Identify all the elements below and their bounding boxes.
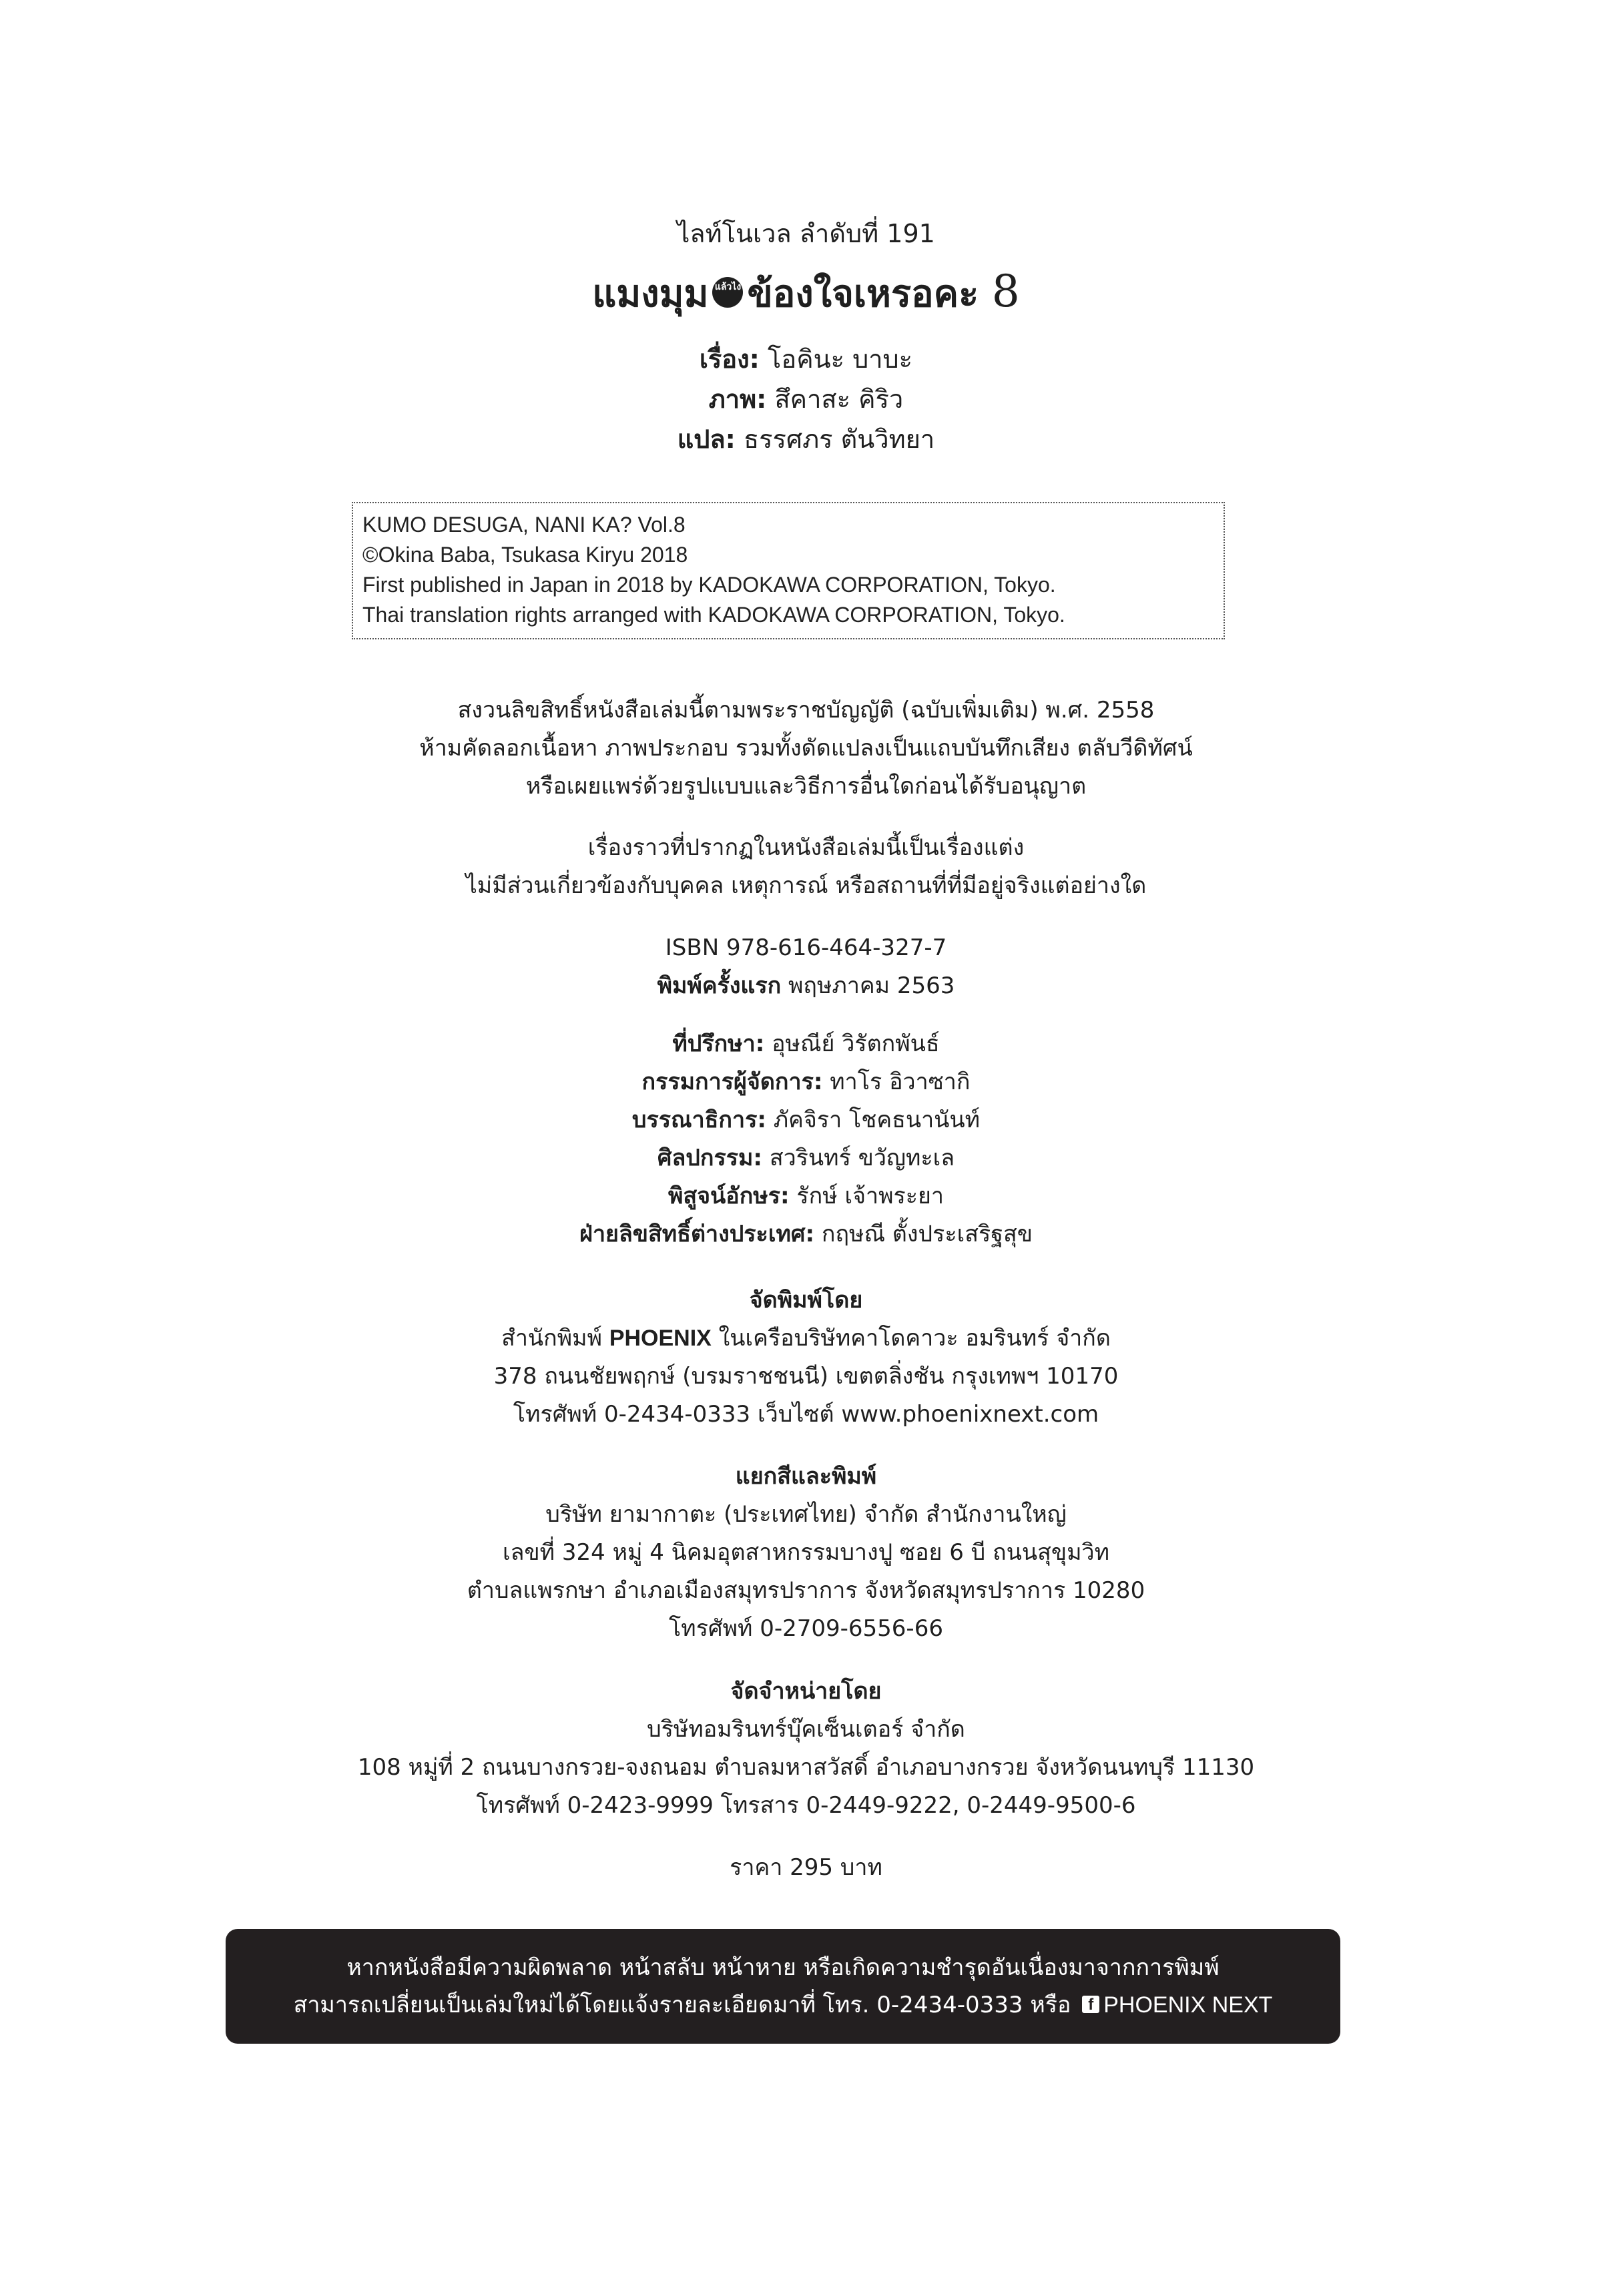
credit-art: ภาพ: สึคาสะ คิริว	[708, 384, 904, 414]
staff-row: ศิลปกรรม: สวรินทร์ ขวัญทะเล	[657, 1145, 955, 1171]
publisher-contact: โทรศัพท์ 0-2434-0333 เว็บไซต์ www.phoenixnext.com	[513, 1401, 1099, 1428]
publisher-info	[0, 1281, 1612, 1434]
notice-line: สามารถเปลี่ยนเป็นเล่มใหม่ได้โดยแจ้งรายละเอียดมาที่ โทร. 0-2434-0333 หรือ f PHOENIX NEXT	[293, 1992, 1273, 2018]
legal-line: ห้ามคัดลอกเนื้อหา ภาพประกอบ รวมทั้งดัดแปลงเป็นแถบบันทึกเสียง ตลับวีดิทัศน์	[419, 735, 1193, 762]
printer-heading: แยกสีและพิมพ์	[735, 1463, 877, 1490]
fiction-line: เรื่องราวที่ปรากฏในหนังสือเล่มนี้เป็นเรื่องแต่ง	[587, 834, 1025, 861]
title-part-1: แมงมุม	[592, 272, 709, 316]
distributor-heading: จัดจำหน่ายโดย	[730, 1678, 882, 1705]
printer-line: บริษัท ยามากาตะ (ประเทศไทย) จำกัด สำนักงานใหญ่	[545, 1501, 1067, 1528]
printer-line: เลขที่ 324 หมู่ 4 นิคมอุตสาหกรรมบางปู ซอย 6 บี ถนนสุขุมวิท	[502, 1539, 1110, 1566]
staff-row: ฝ่ายลิขสิทธิ์ต่างประเทศ: กฤษณี ตั้งประเสริฐสุข	[579, 1221, 1033, 1247]
facebook-page-name: PHOENIX NEXT	[1103, 1992, 1273, 2018]
notice-line: หากหนังสือมีความผิดพลาด หน้าสลับ หน้าหาย หรือเกิดความชำรุดอันเนื่องมาจากการพิมพ์	[346, 1954, 1220, 1981]
volume-number: 8	[991, 266, 1020, 317]
title-part-2: ข้องใจเหรอคะ	[747, 272, 979, 316]
fiction-disclaimer	[0, 829, 1612, 905]
legal-line: หรือเผยแพร่ด้วยรูปแบบและวิธีการอื่นใดก่อนได้รับอนุญาต	[525, 773, 1087, 800]
book-title	[0, 262, 1612, 324]
distributor-line: โทรศัพท์ 0-2423-9999 โทรสาร 0-2449-9222, 0-2449-9500-6	[476, 1792, 1136, 1819]
staff-row: กรรมการผู้จัดการ: ทาโร อิวาซากิ	[641, 1069, 971, 1095]
copyright-line: First published in Japan in 2018 by KADOKAWA CORPORATION, Tokyo.	[362, 573, 1056, 597]
defect-notice-bar	[226, 1929, 1340, 2044]
isbn: ISBN 978-616-464-327-7	[665, 934, 947, 961]
title-badge: แล้วไง	[712, 277, 743, 308]
credit-translate: แปล: ธรรศภร ตันวิทยา	[677, 424, 935, 454]
publisher-heading: จัดพิมพ์โดย	[749, 1287, 863, 1314]
credits	[0, 339, 1612, 459]
price: ราคา 295 บาท	[730, 1854, 882, 1881]
printer-line: โทรศัพท์ 0-2709-6556-66	[669, 1615, 943, 1642]
distributor-line: 108 หมู่ที่ 2 ถนนบางกรวย-จงถนอม ตำบลมหาสวัสดิ์ อำเภอบางกรวย จังหวัดนนทบุรี 11130	[357, 1754, 1255, 1781]
staff-row: บรรณาธิการ: ภัคจิรา โชคธนานันท์	[631, 1107, 981, 1133]
staff-row: พิสูจน์อักษร: รักษ์ เจ้าพระยา	[667, 1183, 945, 1209]
fiction-line: ไม่มีส่วนเกี่ยวข้องกับบุคคล เหตุการณ์ หรือสถานที่ที่มีอยู่จริงแต่อย่างใด	[465, 872, 1147, 899]
staff-list	[0, 1025, 1612, 1253]
copyright-line: Thai translation rights arranged with KADOKAWA CORPORATION, Tokyo.	[362, 603, 1065, 627]
distributor-line: บริษัทอมรินทร์บุ๊คเซ็นเตอร์ จำกัด	[647, 1716, 965, 1743]
distributor-info	[0, 1673, 1612, 1825]
credit-story: เรื่อง: โอคินะ บาบะ	[699, 344, 913, 374]
printer-info	[0, 1458, 1612, 1648]
printer-line: ตำบลแพรกษา อำเภอเมืองสมุทรปราการ จังหวัดสมุทรปราการ 10280	[467, 1577, 1145, 1604]
copyright-line: KUMO DESUGA, NANI KA? Vol.8	[362, 513, 686, 537]
legal-line: สงวนลิขสิทธิ์หนังสือเล่มนี้ตามพระราชบัญญัติ (ฉบับเพิ่มเติม) พ.ศ. 2558	[457, 697, 1155, 724]
facebook-icon: f	[1082, 1996, 1099, 2013]
legal-notice	[0, 691, 1612, 806]
copyright-line: ©Okina Baba, Tsukasa Kiryu 2018	[362, 543, 688, 567]
original-copyright-box	[352, 502, 1225, 639]
publisher-address: 378 ถนนชัยพฤกษ์ (บรมราชชนนี) เขตตลิ่งชัน กรุงเทพฯ 10170	[493, 1363, 1119, 1390]
first-print: พิมพ์ครั้งแรก พฤษภาคม 2563	[657, 972, 955, 999]
series-number: ไลท์โนเวล ลำดับที่ 191	[677, 219, 935, 248]
print-info	[0, 929, 1612, 1005]
staff-row: ที่ปรึกษา: อุษณีย์ วิรัตกพันธ์	[672, 1031, 940, 1057]
publisher-brand: PHOENIX	[609, 1326, 712, 1351]
publisher-line: สำนักพิมพ์ PHOENIX ในเครือบริษัทคาโดคาวะ อมรินทร์ จำกัด	[501, 1325, 1111, 1352]
